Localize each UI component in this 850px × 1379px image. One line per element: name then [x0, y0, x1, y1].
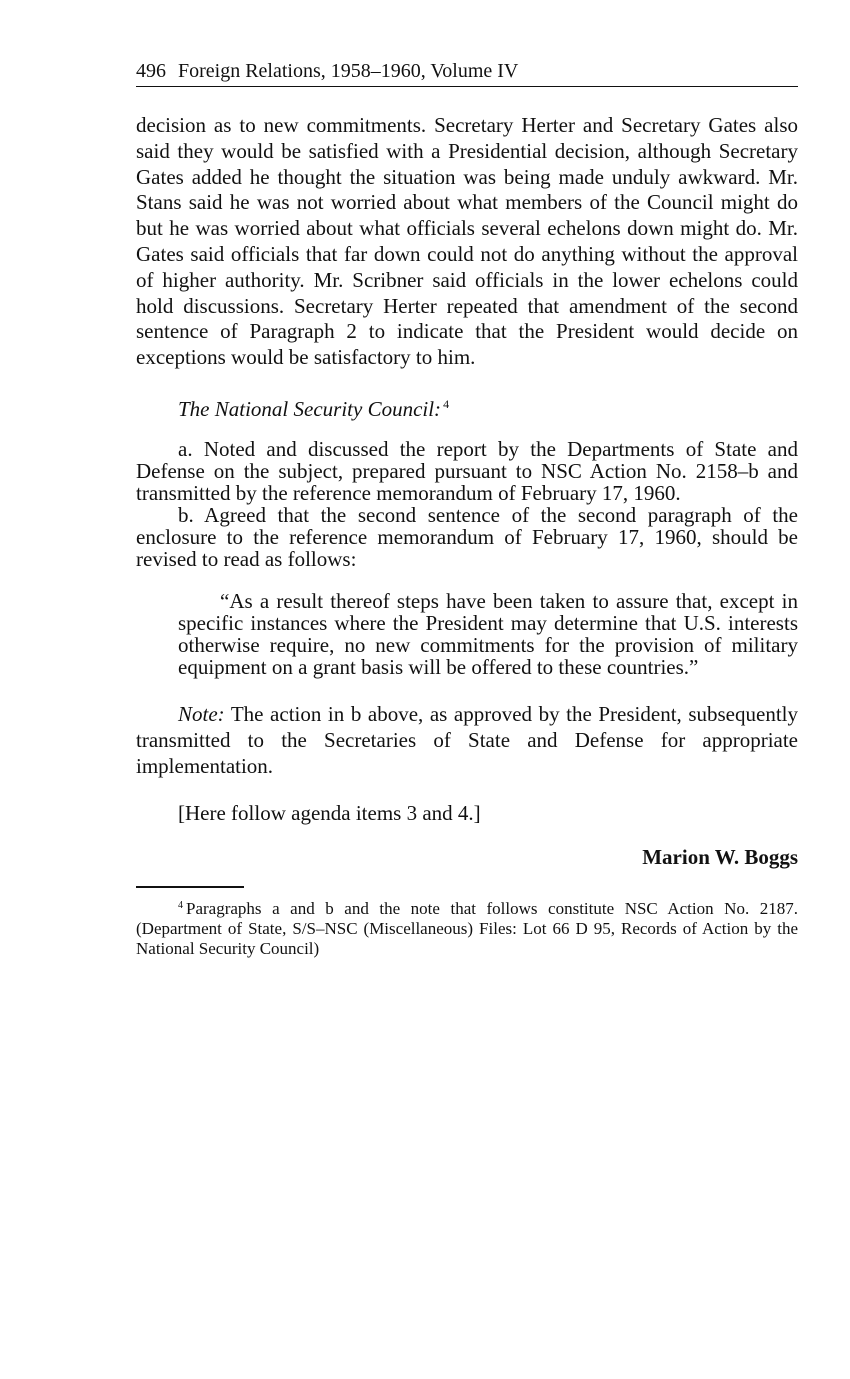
- block-quote: “As a result thereof steps have been taken to assure that, except in specific instances where the President may determine that U.S. interests otherwise require, no new commitments for the provision of military equipment on a grant basis will be offered to these countries.”: [178, 588, 798, 679]
- council-heading-text: The National Security Council:: [178, 396, 442, 421]
- signature: Marion W. Boggs: [642, 845, 798, 870]
- action-item-a: a. Noted and discussed the report by the Departments of State and Defense on the subject, prepared pursuant to NSC Action No. 2158–b and transmitted by the reference memorandum of February 17, 1960.: [136, 436, 798, 505]
- agenda-note: [Here follow agenda items 3 and 4.]: [178, 801, 481, 826]
- footnote-number: 4: [178, 900, 183, 912]
- body-paragraph: decision as to new commitments. Secretary Herter and Secretary Gates also said they would be satisfied with a Presidential decision, although Secretary Gates added he thought the situation was being made unduly awkward. Mr. Stans said he was not worried about what members of the Council might do but he was worried about what officials several echelons down might do. Mr. Gates said officials that far down could not do anything without the approval of higher authority. Mr. Scribner said officials in the lower echelons could hold discussions. Secretary Herter repeated that amendment of the second sentence of Paragraph 2 to indicate that the President would decide on exceptions would be satisfactory to him.: [136, 113, 798, 370]
- footnote-divider: [136, 886, 244, 888]
- note-paragraph: [136, 702, 798, 779]
- council-heading: [136, 391, 798, 422]
- footnote-reference[interactable]: 4: [443, 396, 450, 411]
- note-label: Note:: [178, 701, 225, 726]
- document-page: [136, 58, 798, 976]
- footnote: [136, 896, 798, 959]
- running-head-title: Foreign Relations, 1958–1960, Volume IV: [178, 60, 519, 82]
- action-item-b: b. Agreed that the second sentence of the second paragraph of the enclosure to the reference memorandum of February 17, 1960, should be revised to read as follows:: [136, 502, 798, 571]
- running-head: [136, 58, 798, 87]
- footnote-text: Paragraphs a and b and the note that follows constitute NSC Action No. 2187. (Department of State, S/S–NSC (Miscellaneous) Files: Lot 66 D 95, Records of Action by the National Security Council): [136, 899, 798, 959]
- page-number: 496: [136, 60, 166, 82]
- note-text: The action in b above, as approved by the President, subsequently transmitted to the Secretaries of State and Defense for appropriate implementation.: [136, 701, 798, 778]
